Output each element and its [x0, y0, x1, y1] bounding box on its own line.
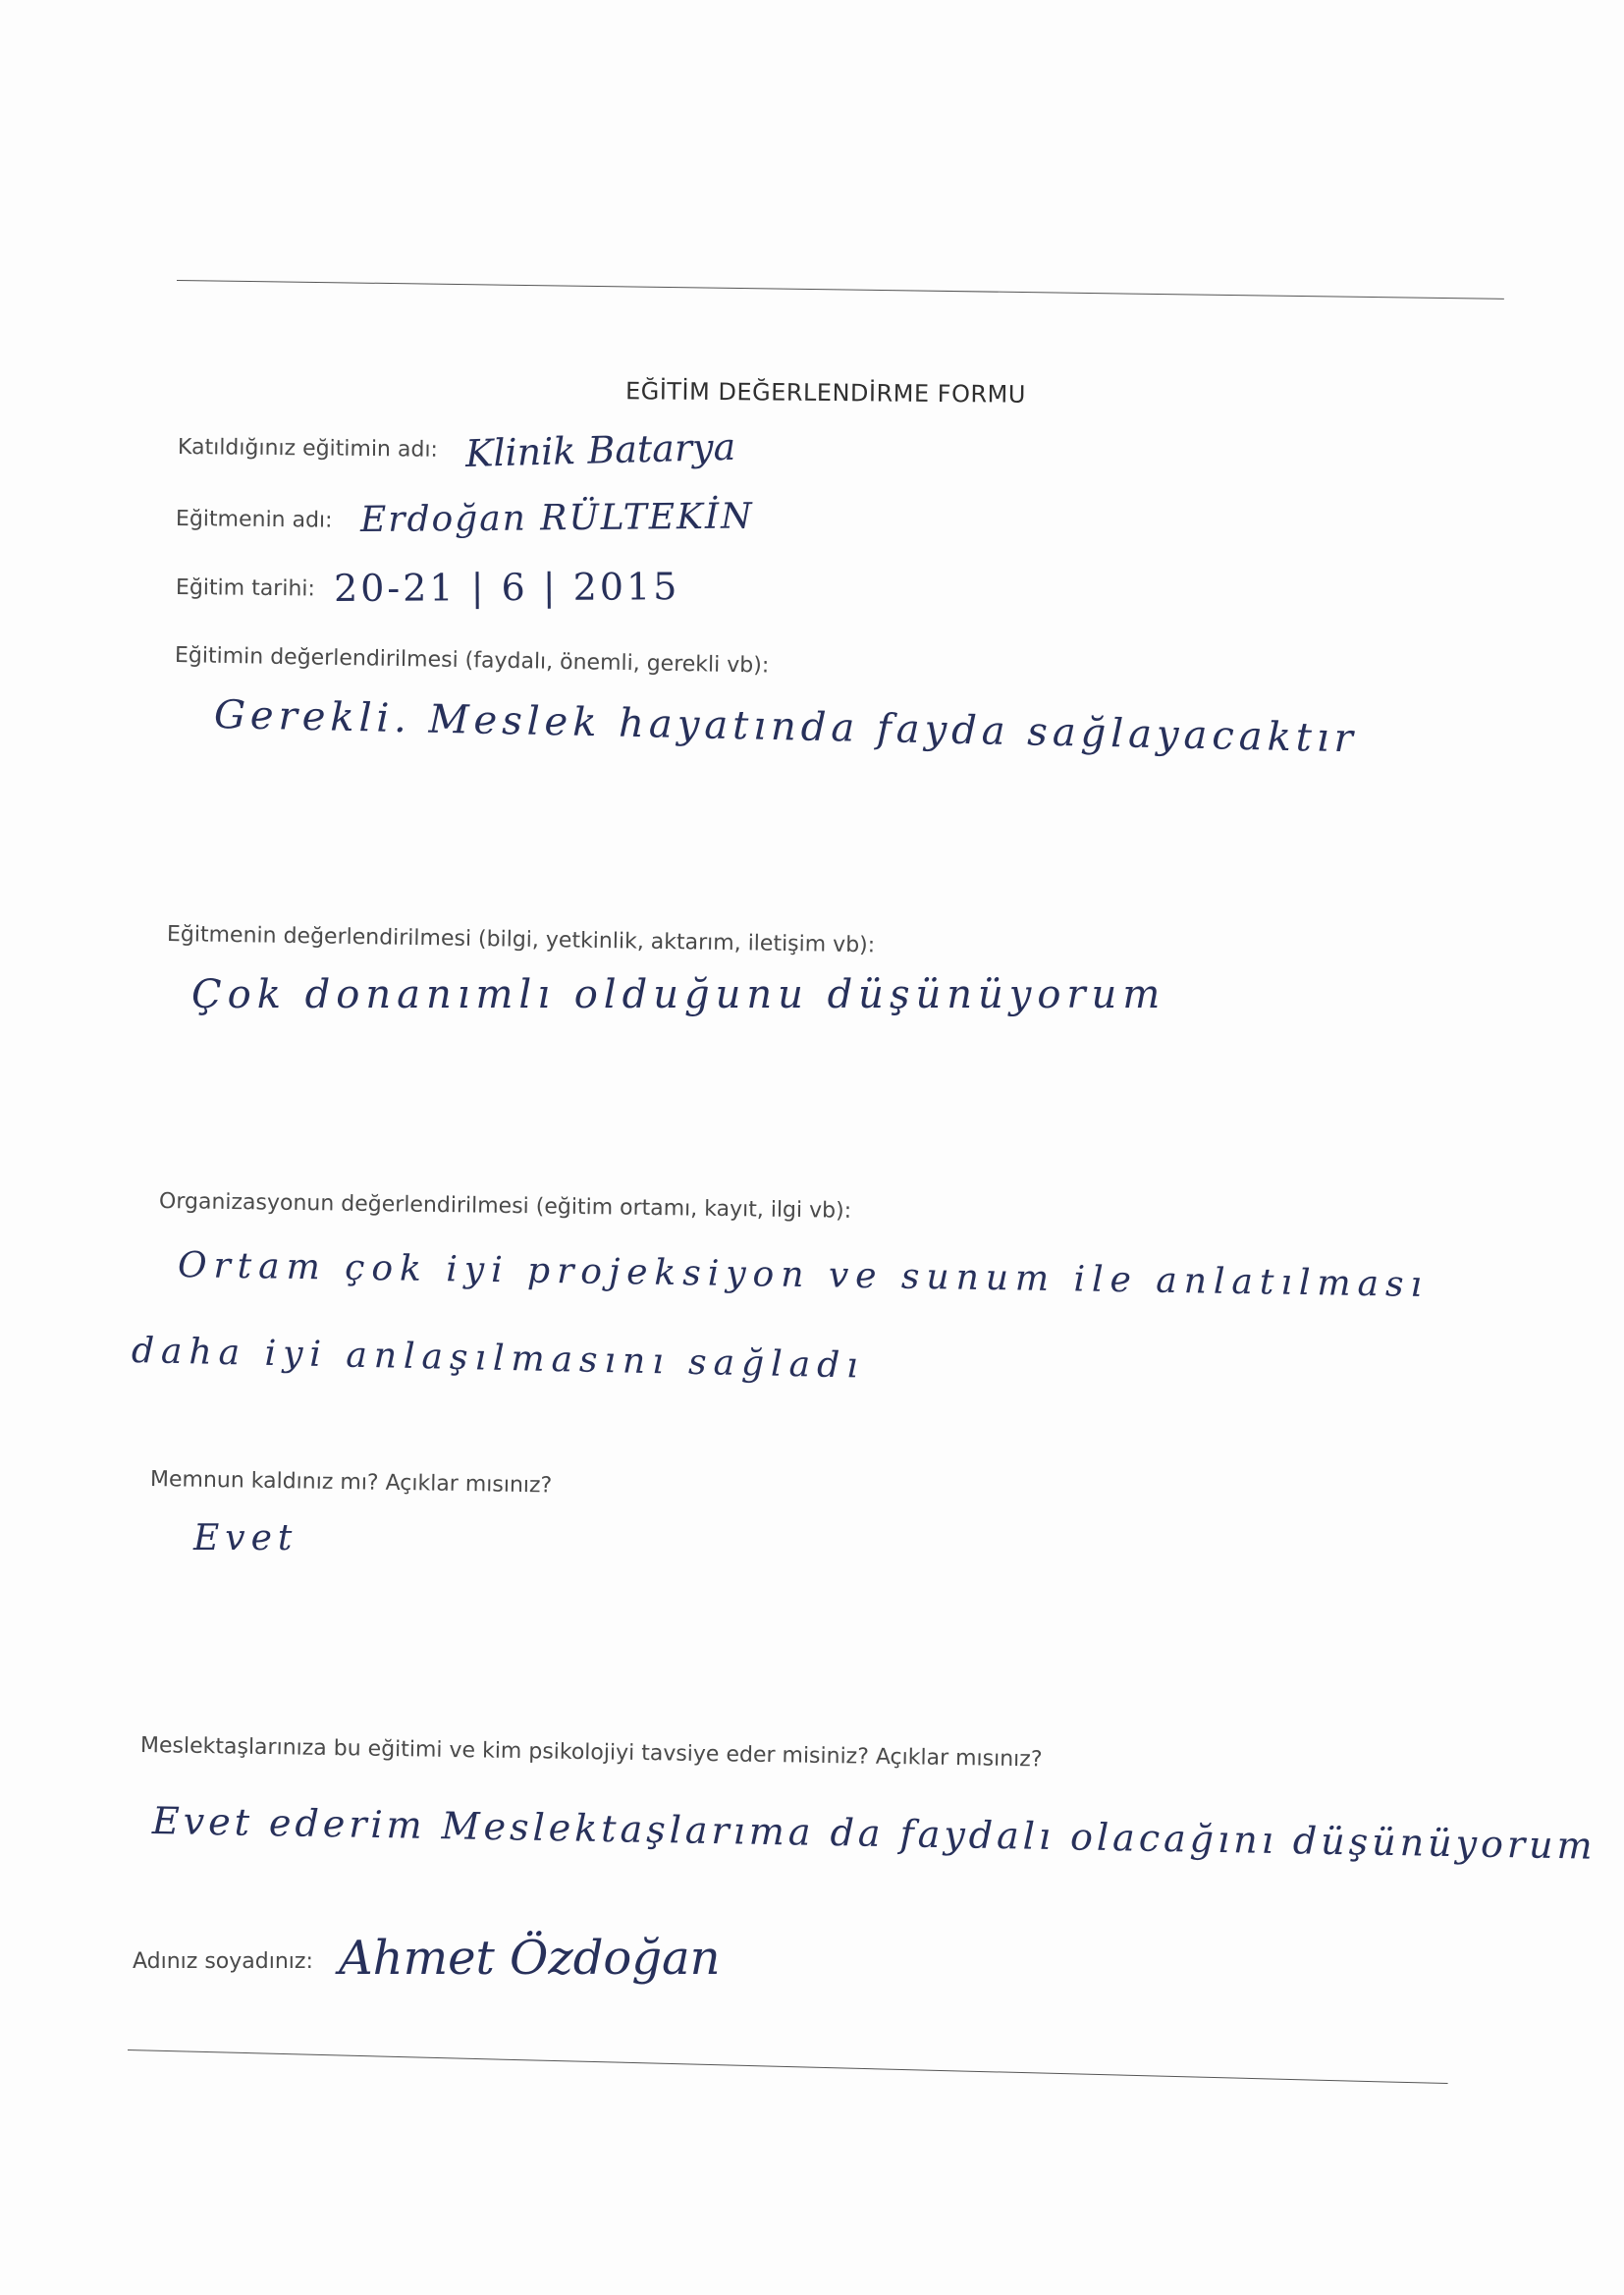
full-name-label: Adınız soyadınız: — [133, 1949, 313, 1974]
bottom-divider — [128, 2049, 1448, 2084]
training-eval-label: Eğitimin değerlendirilmesi (faydalı, önemli, gerekli vb): — [174, 643, 770, 679]
trainer-eval-label: Eğitmenin değerlendirilmesi (bilgi, yetkinlik, aktarım, iletişim vb): — [166, 922, 876, 958]
satisfaction-label: Memnun kaldınız mı? Açıklar mısınız? — [149, 1467, 553, 1499]
signature-value[interactable]: Ahmet Özdoğan — [339, 1931, 721, 1986]
organization-eval-value-line2[interactable]: daha iyi anlaşılmasını sağladı — [131, 1331, 866, 1387]
trainer-eval-value[interactable]: Çok donanımlı olduğunu düşünüyorum — [191, 972, 1166, 1017]
form-title: EĞİTİM DEĞERLENDİRME FORMU — [624, 377, 1026, 409]
satisfaction-value[interactable]: Evet — [193, 1518, 298, 1558]
training-name-label: Katıldığınız eğitimin adı: — [177, 435, 439, 463]
training-eval-value[interactable]: Gerekli. Meslek hayatında fayda sağlayacaktır — [213, 692, 1359, 762]
recommendation-value[interactable]: Evet ederim Meslektaşlarıma da faydalı olacağını düşünüyorum — [151, 1799, 1597, 1868]
trainer-name-value[interactable]: Erdoğan RÜLTEKİN — [359, 496, 754, 540]
organization-eval-label: Organizasyonun değerlendirilmesi (eğitim ortamı, kayıt, ilgi vb): — [158, 1189, 852, 1224]
training-name-value[interactable]: Klinik Batarya — [464, 424, 736, 475]
training-date-label: Eğitim tarihi: — [175, 575, 315, 602]
trainer-name-label: Eğitmenin adı: — [175, 507, 333, 533]
top-divider — [177, 280, 1504, 300]
training-date-value[interactable]: 20-21 | 6 | 2015 — [333, 565, 680, 610]
organization-eval-value-line1[interactable]: Ortam çok iyi projeksiyon ve sunum ile anlatılması — [177, 1245, 1430, 1306]
recommendation-label: Meslektaşlarınıza bu eğitimi ve kim psikolojiyi tavsiye eder misiniz? Açıklar mısınız? — [139, 1733, 1043, 1773]
